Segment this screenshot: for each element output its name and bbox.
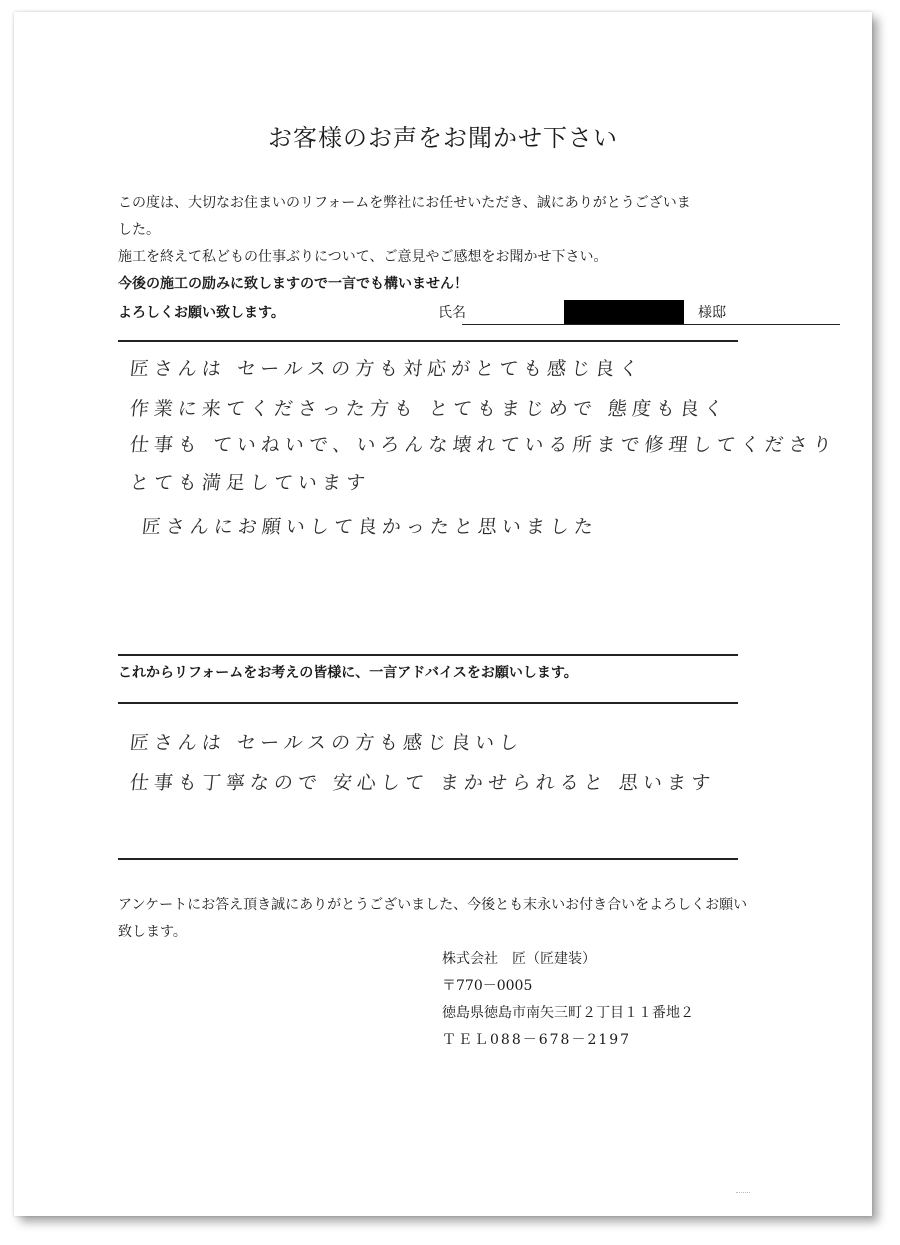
thanks-text: アンケートにお答え頂き誠にありがとうございました、今後とも末永いお付き合いをよろしくお願い致します。 [118,897,748,940]
intro-line: した。 [118,222,160,238]
intro-line: 今後の施工の励みに致しますので一言でも構いません！ [118,276,468,292]
company-address: 徳島県徳島市南矢三町２丁目１１番地２ [442,1005,694,1021]
divider [118,340,738,342]
company-tel: ＴＥＬ088－678－2197 [442,1032,632,1048]
name-row [118,298,758,328]
intro-text [118,190,758,298]
intro-line: この度は、大切なお住まいのリフォームを弊社にお任せいただき、誠にありがとうございま [118,195,691,211]
intro-line: 施工を終えて私どもの仕事ぶりについて、ご意見やご感想をお聞かせ下さい。 [118,249,608,265]
handwritten-line: 仕事も ていねいで、いろんな壊れている所まで修理してくださり [128,434,838,456]
advice-question: これからリフォームをお考えの皆様に、一言アドバイスをお願いします。 [118,665,578,681]
divider [118,858,738,860]
company-info [442,946,694,1054]
handwritten-line: 匠さんは セールスの方も対応がとても感じ良く [128,358,645,380]
survey-sheet [14,12,872,1216]
handwritten-line: 匠さんは セールスの方も感じ良いし [128,732,525,754]
page-title: お客様のお声をお聞かせ下さい [268,124,618,152]
handwritten-line: 匠さんにお願いして良かったと思いました [140,516,600,538]
handwritten-line: 仕事も丁寧なので 安心して まかせられると 思います [128,772,717,794]
honorific-label: 様邸 [698,305,726,321]
handwritten-line: とても満足しています [128,472,372,494]
redacted-name [564,300,684,324]
company-name: 株式会社 匠（匠建装） [442,951,596,967]
closing-text: よろしくお願い致します。 [118,305,285,321]
company-postal: 〒770－0005 [442,978,533,994]
name-underline [462,324,840,325]
divider [118,702,738,704]
name-label: 氏名 [438,305,466,321]
handwritten-line: 作業に来てくださった方も とてもまじめで 態度も良く [128,398,730,420]
scan-mark [736,1186,750,1193]
divider [118,654,738,656]
